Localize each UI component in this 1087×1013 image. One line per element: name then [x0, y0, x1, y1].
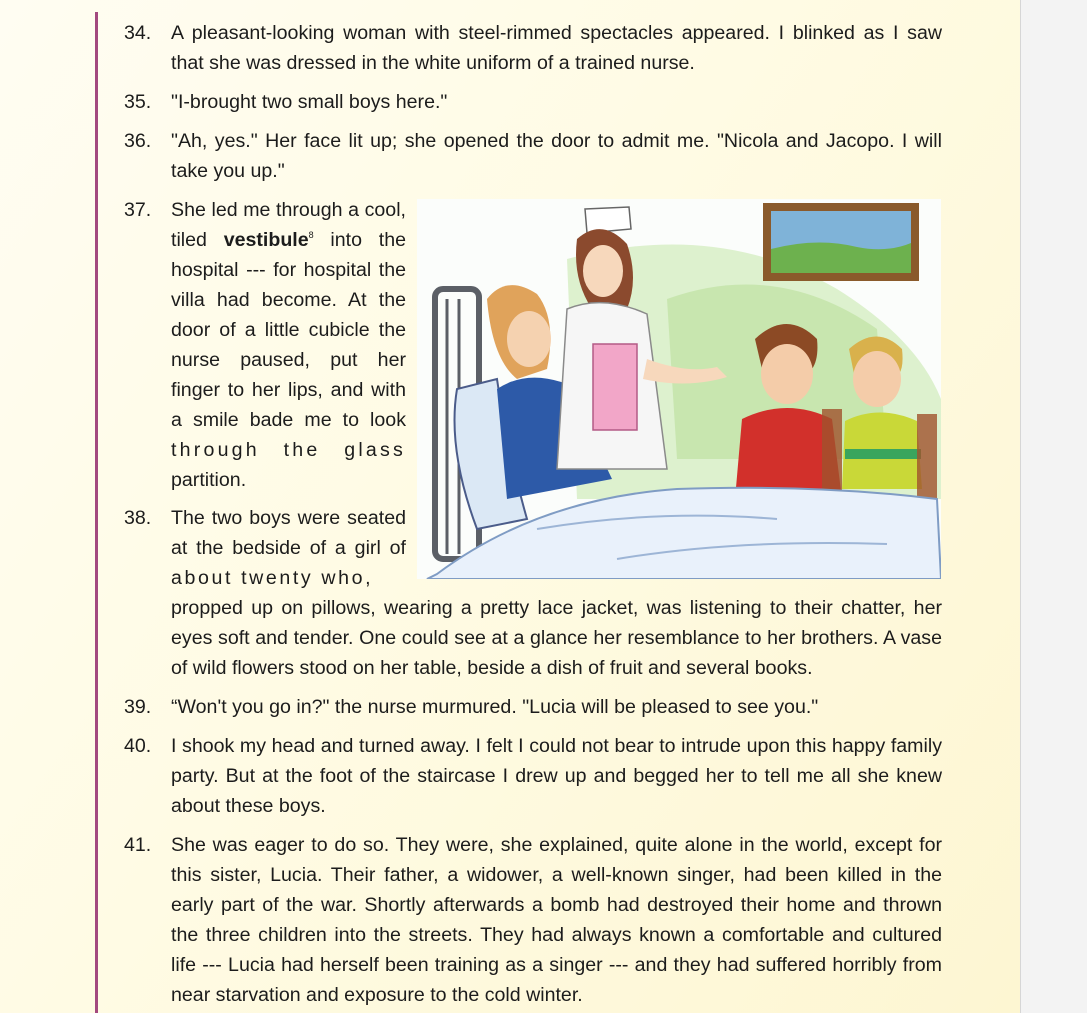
paragraph-text [171, 503, 406, 593]
paragraph-text: A pleasant-looking woman with steel-rimmed spectacles appeared. I blinked as I saw that she was dressed in the white uniform of a trained nurse. [171, 22, 942, 74]
text-run: partition. [171, 469, 247, 491]
paragraph-text: "Ah, yes." Her face lit up; she opened the door to admit me. "Nicola and Jacopo. I will take you up." [171, 130, 942, 182]
text-run: the hospital --- for hospital the villa had become. At the door of a little cubicle the nurse paused, put her finger to her lips, and with a smile bade me to look [171, 229, 407, 431]
boy-1-face [761, 344, 813, 404]
paragraph-34 [124, 18, 942, 78]
footnote-marker: 8 [308, 230, 314, 240]
vocabulary-word: vestibule [223, 229, 309, 251]
text-run: The two boys were seated at the bedside of a girl of [171, 507, 406, 559]
text-run: She led me through a [171, 199, 359, 221]
pink-clipboard [593, 344, 637, 430]
boy-2-face [853, 351, 901, 407]
text-run: cool, tiled [171, 199, 406, 251]
paragraph-35 [124, 87, 942, 117]
paragraph-text: "I-brought two small boys here." [171, 91, 448, 113]
paragraph-40 [124, 731, 942, 821]
paragraph-text: propped up on pillows, wearing a pretty lace jacket, was listening to their chatter, her eyes soft and tender. One could see at a glance her resemblance to her brothers. A vase of wild flowers stood on her table, beside a dish of fruit and several books. [171, 597, 942, 679]
paragraph-number: 37. [124, 199, 152, 221]
paragraph-text: “Won't you go in?" the nurse murmured. "Lucia will be pleased to see you." [171, 696, 819, 718]
chair [917, 414, 937, 504]
paragraph-number: 35. [124, 91, 152, 113]
paragraph-number: 34. [124, 22, 152, 44]
text-run: into [330, 229, 363, 251]
hospital-scene-illustration [417, 199, 941, 579]
paragraph-number: 40. [124, 735, 152, 757]
text-run: through the glass [171, 439, 406, 461]
nurse-face [583, 245, 623, 297]
paragraph-number: 36. [124, 130, 152, 152]
paragraph-text: She was eager to do so. They were, she explained, quite alone in the world, except for this sister, Lucia. Their father, a widower, a well-known singer, had been killed in the early part of the war. Shortly afterwards a bomb had destroyed their home and thrown the three children into the streets. They had always known a comfortable and cultured life --- Lucia had herself been training as a singer --- and they had suffered horribly from near starvation and exposure to the cold winter. [171, 834, 942, 1006]
paragraph-36 [124, 126, 942, 186]
paragraph-text [171, 195, 406, 495]
paragraph-number: 39. [124, 696, 152, 718]
paragraph-38-continued [124, 593, 942, 683]
margin-rule [95, 12, 98, 1013]
paragraph-number: 38. [124, 507, 152, 529]
paragraph-39 [124, 692, 942, 722]
text-run: about twenty who, [171, 567, 374, 589]
chair [822, 409, 842, 499]
girl-face [507, 311, 551, 367]
paragraph-text: I shook my head and turned away. I felt I could not bear to intrude upon this happy family party. But at the foot of the staircase I drew up and begged her to tell me all she knew about these boys. [171, 735, 942, 817]
paragraph-number: 41. [124, 834, 152, 856]
nurse-cap [585, 207, 631, 233]
viewer-side-panel [1021, 0, 1087, 1013]
paragraph-41 [124, 830, 942, 1010]
